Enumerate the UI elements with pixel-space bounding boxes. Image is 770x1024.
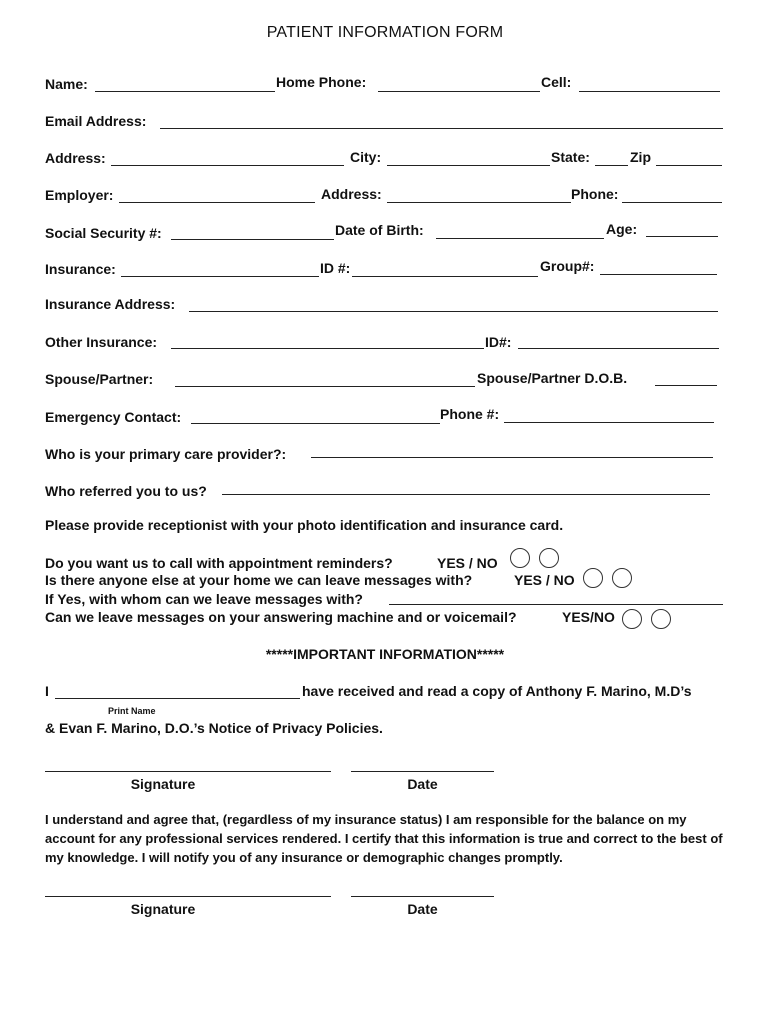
date-field-2[interactable] — [351, 896, 494, 897]
group-field[interactable] — [600, 274, 717, 275]
zip-field[interactable] — [656, 165, 722, 166]
spouse-dob-label: Spouse/Partner D.O.B. — [477, 370, 628, 386]
household-no-radio[interactable] — [612, 568, 632, 588]
age-label: Age: — [606, 221, 638, 237]
group-label: Group#: — [540, 258, 595, 274]
other-insurance-field[interactable] — [171, 348, 484, 349]
city-field[interactable] — [387, 165, 550, 166]
signature-field-1[interactable] — [45, 771, 331, 772]
privacy-statement-line2: & Evan F. Marino, D.O.’s Notice of Privacy Policies. — [45, 720, 383, 736]
voicemail-yes-radio[interactable] — [622, 609, 642, 629]
form-title: PATIENT INFORMATION FORM — [266, 24, 504, 41]
employer-phone-field[interactable] — [622, 202, 722, 203]
address-field[interactable] — [111, 165, 344, 166]
photo-id-note: Please provide receptionist with your photo identification and insurance card. — [45, 517, 564, 533]
print-name-field[interactable] — [55, 698, 300, 699]
primary-care-field[interactable] — [311, 457, 713, 458]
insurance-field[interactable] — [121, 276, 319, 277]
agreement-text: I understand and agree that, (regardless of my insurance status) I am responsible for the balance on my account for any professional services rendered. I certify that this information is true and correct to the best of my knowledge. I will notify you of any insurance or demographic changes promptly. — [45, 812, 723, 865]
reminder-no-radio[interactable] — [539, 548, 559, 568]
age-field[interactable] — [646, 236, 718, 237]
referred-label: Who referred you to us? — [45, 483, 207, 499]
employer-label: Employer: — [45, 187, 114, 203]
dob-label: Date of Birth: — [335, 222, 424, 238]
print-name-caption: Print Name — [108, 706, 156, 716]
referred-field[interactable] — [222, 494, 710, 495]
state-label: State: — [551, 149, 590, 165]
name-field[interactable] — [95, 91, 275, 92]
dob-field[interactable] — [436, 238, 604, 239]
household-question: Is there anyone else at your home we can leave messages with? — [45, 572, 473, 588]
city-label: City: — [350, 149, 382, 165]
home-phone-label: Home Phone: — [276, 74, 367, 90]
spouse-label: Spouse/Partner: — [45, 371, 154, 387]
name-label: Name: — [45, 76, 88, 92]
emergency-phone-label: Phone #: — [440, 406, 500, 422]
insurance-address-label: Insurance Address: — [45, 296, 176, 312]
insurance-address-field[interactable] — [189, 311, 718, 312]
other-insurance-label: Other Insurance: — [45, 334, 158, 350]
cell-field[interactable] — [579, 91, 720, 92]
reminder-yesno: YES / NO — [437, 555, 498, 571]
signature-label-2: Signature — [130, 901, 196, 917]
employer-phone-label: Phone: — [571, 186, 619, 202]
email-label: Email Address: — [45, 113, 147, 129]
emergency-contact-field[interactable] — [191, 423, 440, 424]
signature-field-2[interactable] — [45, 896, 331, 897]
ssn-label: Social Security #: — [45, 225, 162, 241]
voicemail-yesno: YES/NO — [562, 609, 615, 625]
message-contact-field[interactable] — [389, 604, 723, 605]
privacy-statement: have received and read a copy of Anthony F. Marino, M.D’s — [302, 683, 692, 699]
important-heading: *****IMPORTANT INFORMATION***** — [265, 646, 505, 662]
state-field[interactable] — [595, 165, 628, 166]
date-field-1[interactable] — [351, 771, 494, 772]
reminder-yes-radio[interactable] — [510, 548, 530, 568]
home-phone-field[interactable] — [378, 91, 540, 92]
insurance-id-field[interactable] — [352, 276, 538, 277]
insurance-label: Insurance: — [45, 261, 116, 277]
emergency-phone-field[interactable] — [504, 422, 714, 423]
zip-label: Zip — [630, 149, 651, 165]
other-id-label: ID#: — [485, 334, 512, 350]
other-id-field[interactable] — [518, 348, 719, 349]
privacy-prefix: I — [45, 683, 49, 699]
cell-label: Cell: — [541, 74, 572, 90]
reminder-question: Do you want us to call with appointment reminders? — [45, 555, 393, 571]
voicemail-no-radio[interactable] — [651, 609, 671, 629]
employer-field[interactable] — [119, 202, 315, 203]
household-yes-radio[interactable] — [583, 568, 603, 588]
spouse-dob-field[interactable] — [655, 385, 717, 386]
date-label-2: Date — [407, 901, 438, 917]
signature-label-1: Signature — [130, 776, 196, 792]
insurance-id-label: ID #: — [320, 260, 351, 276]
spouse-field[interactable] — [175, 386, 475, 387]
primary-care-label: Who is your primary care provider?: — [45, 446, 287, 462]
ssn-field[interactable] — [171, 239, 334, 240]
employer-address-field[interactable] — [387, 202, 571, 203]
message-contact-question: If Yes, with whom can we leave messages with? — [45, 591, 363, 607]
email-field[interactable] — [160, 128, 723, 129]
emergency-contact-label: Emergency Contact: — [45, 409, 182, 425]
voicemail-question: Can we leave messages on your answering machine and or voicemail? — [45, 609, 517, 625]
address-label: Address: — [45, 150, 106, 166]
household-yesno: YES / NO — [514, 572, 575, 588]
date-label-1: Date — [407, 776, 438, 792]
employer-address-label: Address: — [321, 186, 382, 202]
